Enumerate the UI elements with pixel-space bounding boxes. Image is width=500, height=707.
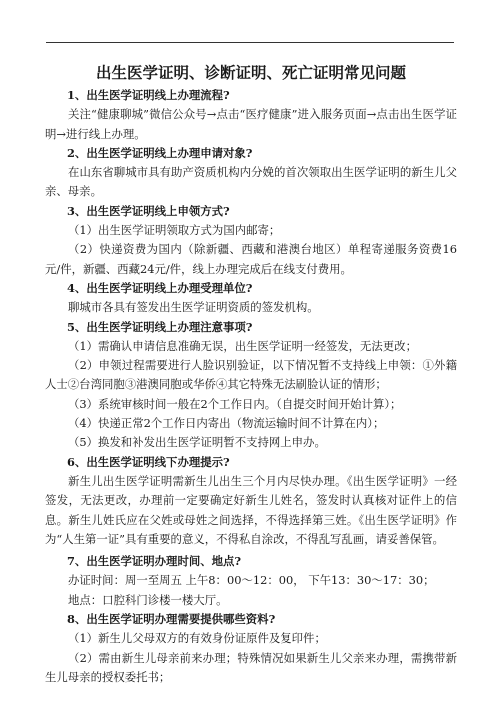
section-paragraph: （1）需确认申请信息准确无误，出生医学证明一经签发，无法更改；: [68, 338, 417, 353]
document-page: [45, 62, 457, 687]
section-1: [45, 86, 457, 144]
section-paragraph: （1）新生儿父母双方的有效身份证原件及复印件；: [68, 631, 326, 646]
section-paragraph: （3）系统审核时间一般在2个工作日内。（自提交时间开始计算）；: [68, 396, 402, 411]
section-paragraph: （1）出生医学证明领取方式为国内邮寄；: [68, 223, 281, 238]
section-4: [45, 279, 457, 318]
section-2: [45, 144, 457, 202]
section-paragraph: 新生儿出生医学证明需新生儿出生三个月内尽快办理。《出生医学证明》一经签发，无法更改，办理前一定要确定好新生儿姓名，签发时认真核对证件上的信息。新生儿姓氏应在父姓或母姓之间选择，不得选择第三姓。《出生医学证明》作为“人生第一证”具有重要的意义，不得私自涂改，不得乱写乱画，请妥善保管。: [45, 473, 457, 546]
section-heading: 5、出生医学证明线上办理注意事项?: [67, 319, 253, 334]
section-paragraph: （2）需由新生儿母亲前来办理；特殊情况如果新生儿父亲来办理，需携带新生儿母亲的授权委托书；: [45, 650, 457, 684]
section-paragraph: 在山东省聊城市具有助产资质机构内分娩的首次领取出生医学证明的新生儿父亲、母亲。: [45, 165, 457, 199]
section-paragraph: 地点：口腔科门诊楼一楼大厅。: [68, 592, 228, 607]
section-heading: 8、出生医学证明办理需要提供哪些资料?: [67, 612, 276, 627]
section-3: [45, 202, 457, 279]
section-paragraph: （2）快递资费为国内（除新疆、西藏和港澳台地区）单程寄递服务资费16元/件，新疆、西藏24元/件，线上办理完成后在线支付费用。: [45, 242, 457, 276]
section-heading: 6、出生医学证明线下办理提示?: [67, 454, 230, 469]
section-paragraph: 关注“健康聊城”微信公众号→点击“医疗健康”进入服务页面→点击出生医学证明→进行线上办理。: [45, 107, 457, 141]
header-rule: [46, 42, 454, 43]
section-paragraph: 聊城市各具有签发出生医学证明资质的签发机构。: [68, 300, 319, 315]
section-heading: 7、出生医学证明办理时间、地点?: [67, 554, 242, 569]
section-8: [45, 610, 457, 687]
section-heading: 3、出生医学证明线上申领方式?: [67, 203, 230, 218]
document-title: 出生医学证明、诊断证明、死亡证明常见问题: [95, 63, 406, 82]
section-heading: 1、出生医学证明线上办理流程?: [67, 88, 230, 102]
section-heading: 2、出生医学证明线上办理申请对象?: [67, 145, 253, 160]
section-5: [45, 318, 457, 453]
section-paragraph: （2）申领过程需要进行人脸识别验证，以下情况暂不支持线上申领：①外籍人士②台湾同胞③港澳同胞或华侨④其它特殊无法刷脸认证的情形；: [45, 358, 457, 392]
section-heading: 4、出生医学证明线上办理受理单位?: [67, 280, 253, 295]
section-paragraph: 办证时间：周一至周五 上午8：00～12：00， 下午13：30～17：30；: [68, 573, 435, 588]
section-paragraph: （5）换发和补发出生医学证明暂不支持网上申办。: [68, 435, 326, 450]
section-paragraph: （4）快递正常2个工作日内寄出（物流运输时间不计算在内）；: [68, 416, 385, 431]
section-7: [45, 552, 457, 610]
section-6: [45, 453, 457, 549]
